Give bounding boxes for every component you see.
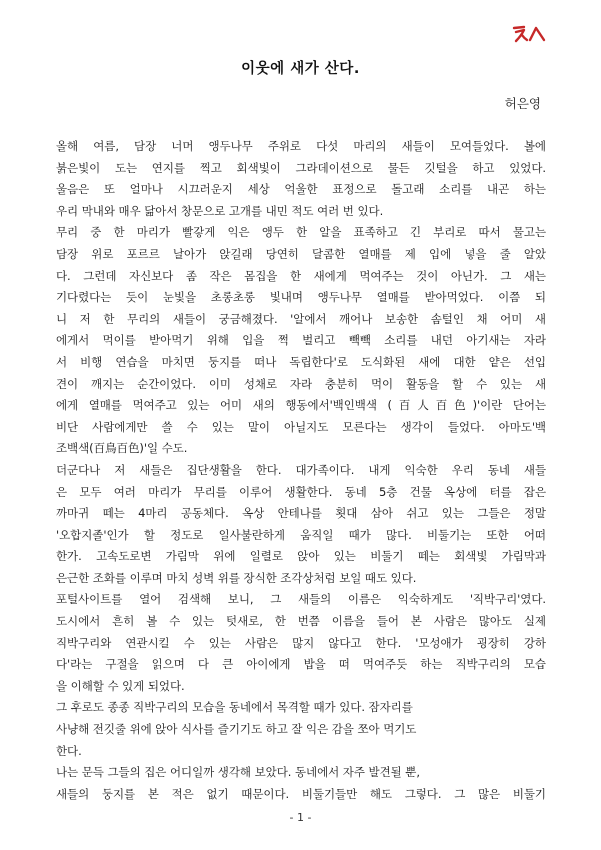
body-line: 도시에서 흔히 볼 수 있는 텃새로, 한 번쯤 이름을 들어 본 사람은 많아도 실제 <box>56 614 546 629</box>
body-line: 에게서 먹이를 받아먹기 위해 입을 쩍 벌리고 빽빽 소리를 내던 아기새는 자라 <box>56 333 546 348</box>
body-line: 은근한 조화를 이루며 마치 성벽 위를 장식한 조각상처럼 보일 때도 있다. <box>56 570 417 585</box>
body-line: 더군다나 저 새들은 집단생활을 한다. 대가족이다. 내게 익숙한 우리 동네 새들 <box>56 462 546 477</box>
body-line: 나는 문득 그들의 집은 어디일까 생각해 보았다. 동네에서 자주 발견될 뿐, <box>56 765 420 780</box>
body-line: 담장 위로 포르르 날아가 앉길래 당연히 달콤한 열매를 제 입에 넣을 줄 알았 <box>56 246 546 261</box>
essay-body <box>56 136 546 805</box>
body-line: 에게 열매를 먹여주고 있는 어미 새의 행동에서'백인백색 (百人百色)'이란 단어는 <box>56 398 546 413</box>
body-line: 사냥해 전깃줄 위에 앉아 식사를 즐기기도 하고 잘 익은 감을 쪼아 먹기도 <box>56 722 417 737</box>
body-line: 한다. <box>56 743 82 758</box>
body-line: 조백색(百鳥百色)'일 수도. <box>56 441 188 456</box>
author-name: 허은영 <box>504 96 541 111</box>
body-line: 을 이해할 수 있게 되었다. <box>56 678 185 693</box>
body-line: 그 후로도 종종 직박구리의 모습을 동네에서 목격할 때가 있다. 잠자리를 <box>56 700 413 715</box>
body-line: 올해 여름, 담장 너머 앵두나무 주위로 다섯 마리의 새들이 모여들었다. 볼에 <box>56 139 546 153</box>
body-line: 한가. 고속도로변 가림막 위에 일렬로 앉아 있는 비둘기 떼는 회색빛 가림막과 <box>56 549 546 564</box>
body-line: 비단 사람에게만 쓸 수 있는 말이 아닐지도 모른다는 생각이 들었다. 아마도'백 <box>56 419 546 434</box>
body-line: 견이 깨지는 순간이었다. 이미 성채로 자라 충분히 먹이 활동을 할 수 있는 새 <box>56 376 546 391</box>
body-line: 다'라는 구절을 읽으며 다 큰 아이에게 밥을 떠 먹여주듯 하는 직박구리의 모습 <box>56 657 546 672</box>
body-line: 포털사이트를 열어 검색해 보니, 그 새들의 이름은 익숙하게도 '직박구리'였다. <box>56 592 546 607</box>
body-line: 까마귀 떼는 4마리 공동체다. 옥상 안테나를 횟대 삼아 쉬고 있는 그들은 정말 <box>56 506 546 521</box>
body-line: '오합지졸'인가 할 정도로 일사불란하게 움직일 때가 많다. 비둘기는 또한 어떠 <box>56 527 546 542</box>
document-title: 이웃에 새가 산다. <box>241 61 360 77</box>
body-line: 붉은빛이 도는 연지를 찍고 회색빛이 그라데이션으로 물든 깃털을 하고 있었다. <box>56 160 546 175</box>
page-number: - 1 - <box>289 811 312 824</box>
body-line: 은 모두 여러 마리가 무리를 이루어 생활한다. 동네 5층 건물 옥상에 터를 잡은 <box>56 484 546 499</box>
body-line: 울음은 또 얼마나 시끄러운지 세상 억울한 표정으로 돌고래 소리를 내곤 하는 <box>56 182 546 197</box>
body-line: 우리 막내와 매우 닮아서 창문으로 고개를 내민 적도 여러 번 있다. <box>56 203 384 218</box>
body-line: 새들의 둥지를 본 적은 없기 때문이다. 비둘기들만 해도 그렇다. 그 많은 비둘기 <box>56 786 546 801</box>
red-brush-logo-icon <box>512 22 546 44</box>
body-line: 무리 중 한 마리가 빨갛게 익은 앵두 한 알을 표족하고 긴 부리로 따서 물고는 <box>56 225 546 240</box>
body-line: 니 저 한 무리의 새들이 궁금해졌다. '알에서 깨어나 보송한 솜털인 채 어미 새 <box>56 311 546 326</box>
body-line: 다. 그런데 자신보다 좀 작은 몸집을 한 새에게 먹여주는 것이 아닌가. 그 새는 <box>56 268 546 283</box>
body-line: 기다렸다는 듯이 눈빛을 초롱초롱 빛내며 앵두나무 열매를 받아먹었다. 이쯤 되 <box>56 290 546 305</box>
body-line: 직박구리와 연관시킬 수 있는 사람은 많지 않다고 한다. '모성애가 굉장히 강하 <box>56 635 546 650</box>
body-line: 서 비행 연습을 마치면 둥지를 떠나 독립한다'로 도식화된 새에 대한 얕은 선입 <box>56 354 546 369</box>
